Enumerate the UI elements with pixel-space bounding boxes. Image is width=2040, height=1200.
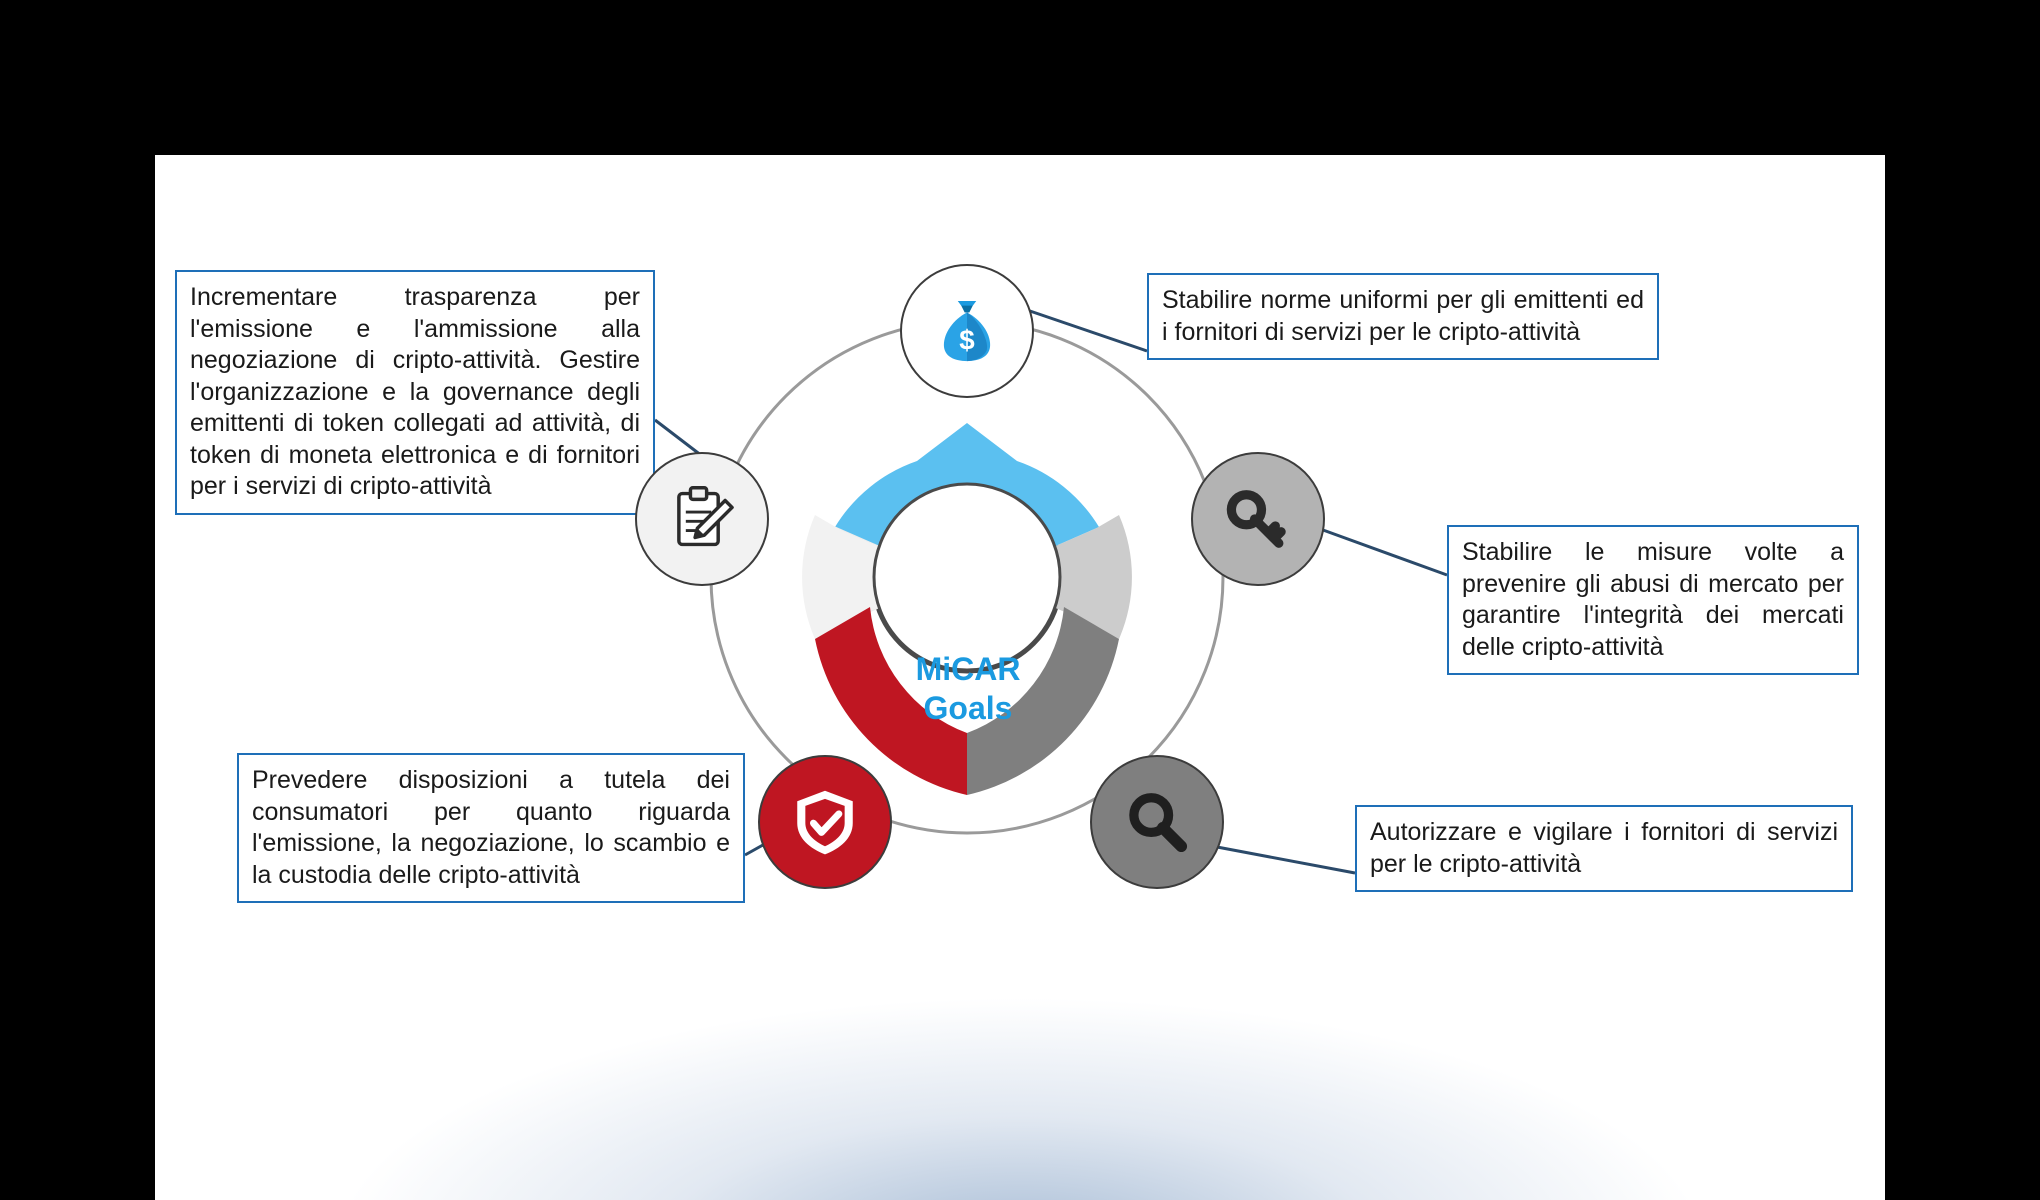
slide-canvas bbox=[155, 155, 1885, 1200]
svg-text:$: $ bbox=[959, 324, 975, 356]
callout-uniform-rules bbox=[1147, 273, 1659, 360]
callout-text: Prevedere disposizioni a tutela dei consumatori per quanto riguarda l'emissione, la negoziazione, lo scambio e la custodia delle cripto-attività bbox=[252, 766, 730, 889]
connector-authorisation bbox=[1217, 847, 1355, 873]
shield-check-icon[interactable] bbox=[758, 755, 892, 889]
callout-authorisation bbox=[1355, 805, 1853, 892]
magnifier-icon[interactable] bbox=[1090, 755, 1224, 889]
page-title bbox=[898, 650, 1038, 728]
callout-market-abuse bbox=[1447, 525, 1859, 675]
center-title-line2: Goals bbox=[923, 690, 1013, 727]
money-bag-icon[interactable] bbox=[900, 264, 1034, 398]
clipboard-pen-icon[interactable] bbox=[635, 452, 769, 586]
callout-text: Stabilire norme uniformi per gli emittenti ed i fornitori di servizi per le cripto-attività bbox=[1162, 286, 1644, 346]
callout-consumer-protection bbox=[237, 753, 745, 903]
callout-text: Autorizzare e vigilare i fornitori di servizi per le cripto-attività bbox=[1370, 818, 1838, 878]
callout-transparency bbox=[175, 270, 655, 515]
connector-market-abuse bbox=[1323, 530, 1447, 575]
key-icon[interactable] bbox=[1191, 452, 1325, 586]
connector-uniform-rules bbox=[1027, 310, 1147, 351]
center-circle-top bbox=[874, 484, 1060, 670]
callout-text: Stabilire le misure volte a prevenire gli abusi di mercato per garantire l'integrità dei mercati delle cripto-attività bbox=[1462, 538, 1844, 661]
callout-text: Incrementare trasparenza per l'emissione e l'ammissione alla negoziazione di cripto-attività. Gestire l'organizzazione e la governance degli emittenti di token collegati ad attività, di token di moneta elettronica e di fornitori per i servizi di cripto-attività bbox=[190, 283, 640, 500]
center-title-line1: MiCAR bbox=[915, 651, 1021, 687]
